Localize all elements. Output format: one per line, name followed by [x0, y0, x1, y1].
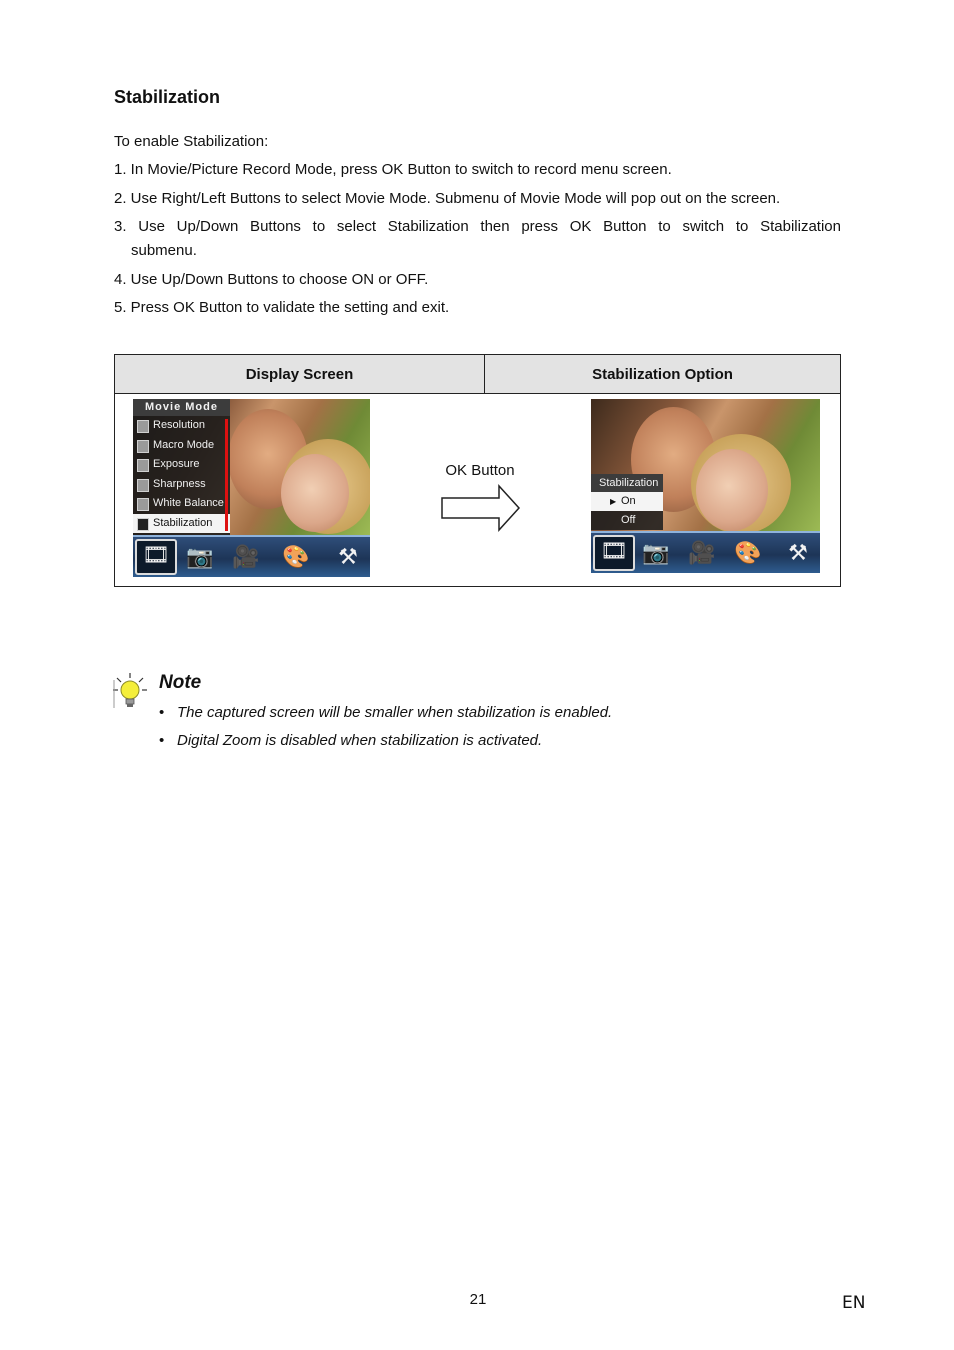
macro-icon: [137, 440, 149, 453]
header-stabilization-option: Stabilization Option: [485, 355, 841, 394]
picture-mode-icon[interactable]: 📷: [186, 544, 214, 569]
step-4: 4. Use Up/Down Buttons to choose ON or OFF.: [114, 271, 429, 288]
display-screen-right: [591, 399, 820, 573]
section-title: Stabilization: [114, 87, 221, 107]
step-2: 2. Use Right/Left Buttons to select Movie Mode. Submenu of Movie Mode will pop out on the screen.: [114, 190, 781, 207]
movie-mode-icon[interactable]: 🎞: [593, 535, 635, 571]
menu-title: Movie Mode: [133, 399, 230, 416]
note-bullet-2: • Digital Zoom is disabled when stabilization is activated.: [159, 732, 543, 749]
page-number: 21: [469, 1291, 487, 1308]
lightbulb-icon: [112, 672, 148, 710]
resolution-icon: [137, 420, 149, 433]
camera-icon[interactable]: 🎥: [232, 544, 260, 569]
step-3-cont: submenu.: [131, 242, 197, 259]
stabilization-icon: [137, 518, 149, 531]
mode-tray: [591, 531, 820, 573]
step-5: 5. Press OK Button to validate the setting and exit.: [114, 299, 450, 316]
menu-item-stabilization[interactable]: Stabilization: [133, 514, 230, 534]
stabilization-submenu: [591, 474, 663, 530]
setup-tools-icon[interactable]: ⚒: [788, 540, 808, 565]
language-code: EN: [842, 1293, 866, 1313]
white-balance-icon: [137, 498, 149, 511]
camera-icon[interactable]: 🎥: [688, 540, 716, 565]
table-body-cell: [115, 394, 841, 587]
note-title: Note: [159, 672, 202, 693]
step-1: 1. In Movie/Picture Record Mode, press OK Button to switch to record menu screen.: [114, 161, 672, 178]
option-on[interactable]: ▶ On: [591, 492, 663, 511]
selected-pointer-icon: ▶: [610, 497, 617, 506]
menu-item-macro-mode[interactable]: Macro Mode: [133, 436, 230, 456]
note-bullet-1: • The captured screen will be smaller when stabilization is enabled.: [159, 704, 613, 721]
arrow-label: OK Button: [445, 462, 515, 479]
option-off[interactable]: Off: [621, 514, 636, 526]
menu-item-resolution[interactable]: Resolution: [133, 416, 230, 436]
right-arrow-icon: [441, 484, 523, 532]
movie-mode-icon[interactable]: 🎞: [135, 539, 177, 575]
picture-mode-icon[interactable]: 📷: [642, 540, 670, 565]
effect-palette-icon[interactable]: 🎨: [734, 540, 762, 565]
sharpness-icon: [137, 479, 149, 492]
intro-text: To enable Stabilization:: [114, 133, 269, 150]
exposure-icon: [137, 459, 149, 472]
setup-tools-icon[interactable]: ⚒: [338, 544, 358, 569]
step-3: 3. Use Up/Down Buttons to select Stabilization then press OK Button to switch to Stabilization: [114, 218, 841, 235]
effect-palette-icon[interactable]: 🎨: [282, 544, 310, 569]
header-display-screen: Display Screen: [115, 355, 485, 394]
menu-item-sharpness[interactable]: Sharpness: [133, 475, 230, 495]
menu-scrollbar: [225, 419, 228, 531]
menu-item-white-balance[interactable]: White Balance: [133, 494, 230, 514]
display-screen-left: [133, 399, 370, 577]
movie-mode-menu: [133, 399, 230, 535]
mode-tray: [133, 535, 370, 577]
submenu-title: Stabilization: [591, 474, 663, 492]
stabilization-table: [114, 354, 841, 587]
menu-item-exposure[interactable]: Exposure: [133, 455, 230, 475]
